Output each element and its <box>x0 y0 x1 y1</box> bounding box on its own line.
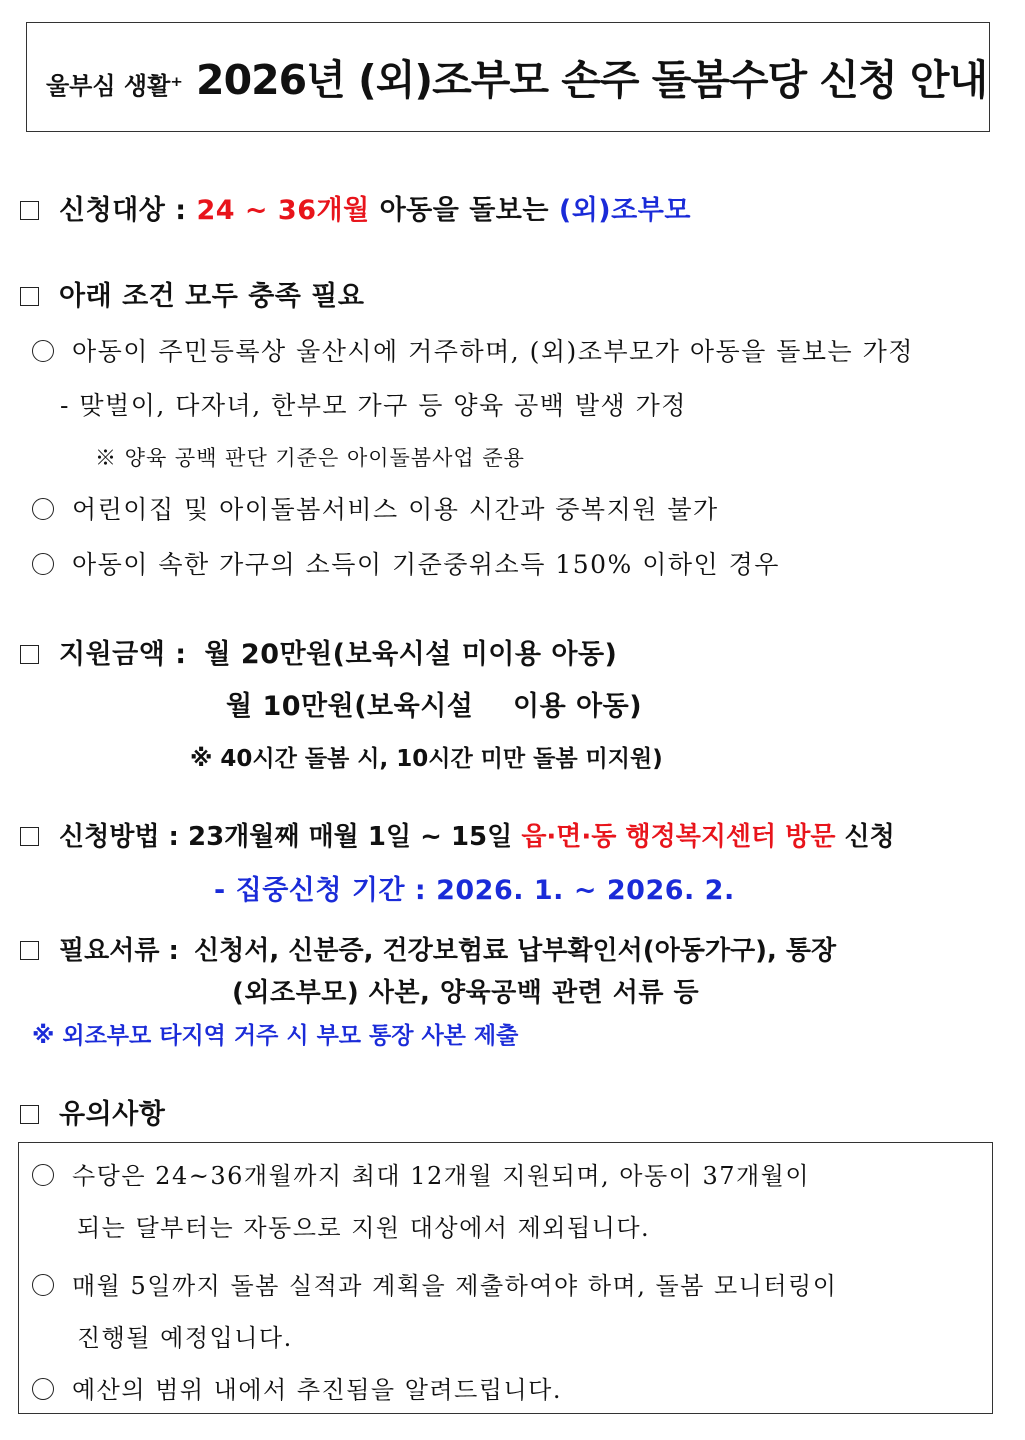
documents-line-1: 신청서, 신분증, 건강보험료 납부확인서(아동가구), 통장 <box>193 936 837 966</box>
circle-bullet-icon <box>32 1164 54 1186</box>
condition-item-2 <box>32 490 719 526</box>
condition-item-1-text: 아동이 주민등록상 울산시에 거주하며, (외)조부모가 아동을 돌보는 가정 <box>72 337 914 366</box>
checkbox-square-icon <box>20 1105 39 1124</box>
circle-bullet-icon <box>32 553 54 575</box>
circle-bullet-icon <box>32 1378 54 1400</box>
documents-line-2: (외조부모) 사본, 양육공백 관련 서류 등 <box>232 978 700 1008</box>
method-text: 23개월째 매월 1일 ~ 15일 <box>187 822 513 852</box>
amount-line-1: 월 20만원(보육시설 미이용 아동) <box>204 639 618 670</box>
checkbox-square-icon <box>20 645 39 664</box>
checkbox-square-icon <box>20 827 39 846</box>
conditions-heading: 아래 조건 모두 충족 필요 <box>59 281 365 312</box>
checkbox-square-icon <box>20 287 39 306</box>
method-end: 신청 <box>844 822 895 852</box>
target-label: 신청대상 : <box>59 195 187 226</box>
circle-bullet-icon <box>32 1274 54 1296</box>
amount-note: ※ 40시간 돌봄 시, 10시간 미만 돌봄 미지원) <box>190 746 663 772</box>
target-age: 24 ~ 36개월 <box>196 195 370 226</box>
condition-item-3-text: 아동이 속한 가구의 소득이 기준중위소득 150% 이하인 경우 <box>72 550 780 579</box>
notice-item-2 <box>32 1266 837 1301</box>
circle-bullet-icon <box>32 340 54 362</box>
section-notice <box>20 1092 165 1131</box>
section-target <box>20 188 691 227</box>
condition-item-1 <box>32 332 914 368</box>
documents-label: 필요서류 : <box>59 936 179 966</box>
notice-item-3 <box>32 1370 562 1405</box>
page-title <box>46 47 988 106</box>
notice-item-1 <box>32 1156 810 1191</box>
method-period: - 집중신청 기간 : 2026. 1. ~ 2026. 2. <box>214 875 735 906</box>
notice-item-1-line-1: 수당은 24~36개월까지 최대 12개월 지원되며, 아동이 37개월이 <box>72 1162 811 1190</box>
section-amount <box>20 632 617 671</box>
condition-item-1-sub: - 맞벌이, 다자녀, 한부모 가구 등 양육 공백 발생 가정 <box>60 391 687 420</box>
notice-item-2-line-1: 매월 5일까지 돌봄 실적과 계획을 제출하여야 하며, 돌봄 모니터링이 <box>72 1272 838 1300</box>
checkbox-square-icon <box>20 201 39 220</box>
method-label: 신청방법 : <box>59 822 179 852</box>
notice-item-1-line-2: 되는 달부터는 자동으로 지원 대상에서 제외됩니다. <box>77 1214 651 1242</box>
target-who: (외)조부모 <box>558 195 691 226</box>
title-prefix: 울부심 생활⁺ <box>46 72 183 100</box>
condition-item-3 <box>32 545 780 581</box>
amount-line-2: 월 10만원(보육시설 이용 아동) <box>226 691 643 722</box>
target-mid: 아동을 돌보는 <box>379 195 549 226</box>
method-place: 읍·면·동 행정복지센터 방문 <box>521 822 836 852</box>
condition-item-1-note: ※ 양육 공백 판단 기준은 아이돌봄사업 준용 <box>95 446 525 470</box>
notice-heading: 유의사항 <box>59 1099 166 1130</box>
circle-bullet-icon <box>32 498 54 520</box>
checkbox-square-icon <box>20 941 39 960</box>
notice-item-2-line-2: 진행될 예정입니다. <box>77 1324 293 1352</box>
section-method <box>20 816 895 853</box>
title-main: 2026년 (외)조부모 손주 돌봄수당 신청 안내 <box>196 56 988 104</box>
notice-item-3-text: 예산의 범위 내에서 추진됨을 알려드립니다. <box>72 1376 562 1404</box>
section-documents <box>20 930 836 967</box>
documents-note: ※ 외조부모 타지역 거주 시 부모 통장 사본 제출 <box>32 1023 519 1049</box>
section-conditions <box>20 274 364 313</box>
amount-label: 지원금액 : <box>59 639 187 670</box>
condition-item-2-text: 어린이집 및 아이돌봄서비스 이용 시간과 중복지원 불가 <box>72 495 719 524</box>
